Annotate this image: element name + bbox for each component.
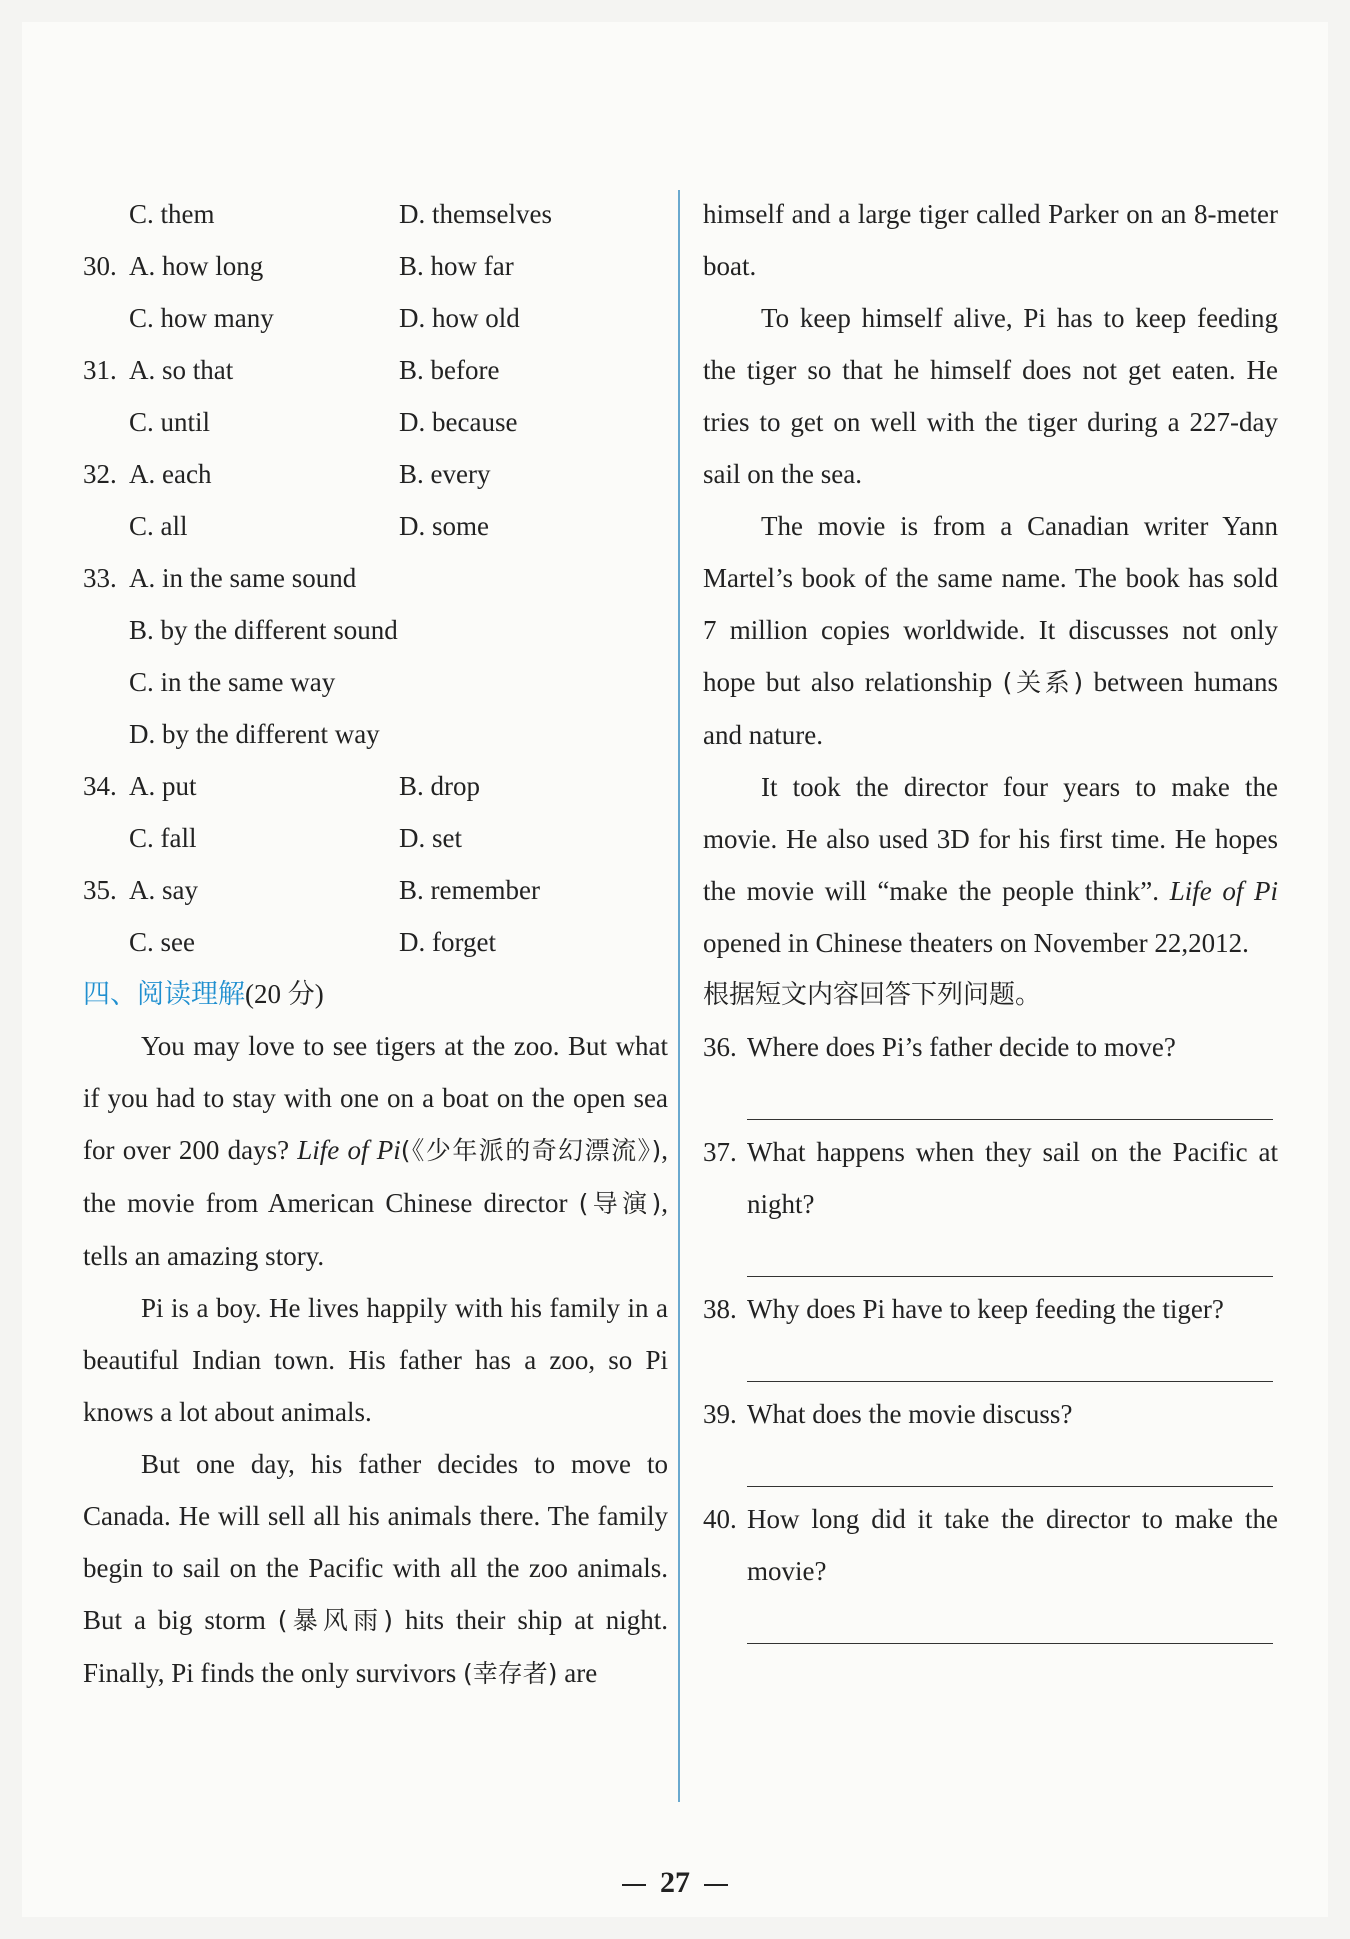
option-choice: A. each <box>129 459 212 489</box>
option-row <box>83 708 668 760</box>
question-text: Where does Pi’s father decide to move? <box>747 1032 1176 1062</box>
option-choice: A. how long <box>129 251 264 281</box>
movie-title: Life of Pi <box>1169 876 1279 906</box>
question-text: What does the movie discuss? <box>747 1399 1073 1429</box>
question-item <box>703 1021 1278 1120</box>
passage-paragraph-1 <box>83 1020 668 1282</box>
passage-paragraph-4: To keep himself alive, Pi has to keep feeding the tiger so that he himself does not get eaten. He tries to get on well with the tiger during a 227-day sail on the sea. <box>703 303 1278 489</box>
passage-paragraph-3-continued: himself and a large tiger called Parker on an 8-meter boat. <box>703 199 1278 281</box>
answer-line[interactable] <box>747 1440 1273 1487</box>
passage-text: between humans and nature. <box>703 667 1278 750</box>
options-list <box>83 188 668 968</box>
question-list <box>703 1021 1278 1644</box>
option-row <box>83 188 668 240</box>
option-choice: B. by the different sound <box>129 615 398 645</box>
movie-title: Life of Pi <box>297 1135 401 1165</box>
option-row <box>83 604 668 656</box>
option-choice: D. by the different way <box>129 719 380 749</box>
question-number: 34. <box>83 771 117 801</box>
section-title: 四、阅读理解 <box>83 979 245 1009</box>
option-choice: A. so that <box>129 355 234 385</box>
question-number: 40. <box>703 1504 737 1534</box>
option-choice: D. forget <box>399 927 496 957</box>
question-number: 32. <box>83 459 117 489</box>
question-number: 39. <box>703 1399 737 1429</box>
passage-text: hits their ship at night. Finally, Pi finds the only survivors <box>83 1605 668 1688</box>
answer-line[interactable] <box>747 1230 1273 1277</box>
question-number: 38. <box>703 1294 737 1324</box>
option-row <box>83 864 668 916</box>
question-number: 31. <box>83 355 117 385</box>
passage-paragraph-2: Pi is a boy. He lives happily with his family in a beautiful Indian town. His father has a zoo, so Pi knows a lot about animals. <box>83 1293 668 1427</box>
option-row <box>83 448 668 500</box>
option-choice: A. say <box>129 875 198 905</box>
chinese-gloss: (幸存者) <box>463 1659 558 1688</box>
section-score: (20 分) <box>245 979 324 1009</box>
chinese-gloss: (导演) <box>578 1189 662 1218</box>
passage-paragraph-5 <box>703 500 1278 761</box>
passage-paragraph-6 <box>703 761 1278 969</box>
instruction: 根据短文内容回答下列问题。 <box>703 980 1042 1010</box>
question-number: 35. <box>83 875 117 905</box>
option-row <box>83 396 668 448</box>
option-row <box>83 500 668 552</box>
question-number: 33. <box>83 563 117 593</box>
passage-text: , tells an amazing story. <box>83 1188 668 1271</box>
question-item <box>703 1493 1278 1644</box>
option-choice: D. themselves <box>399 199 552 229</box>
passage-text: opened in Chinese theaters on November 22,2012. <box>703 928 1249 958</box>
chinese-gloss: (暴风雨) <box>277 1606 394 1635</box>
answer-line[interactable] <box>747 1597 1273 1644</box>
chinese-gloss: (关系) <box>1002 668 1084 697</box>
question-text-block <box>703 1388 1278 1440</box>
option-choice: A. in the same sound <box>129 563 357 593</box>
option-choice: D. how old <box>399 303 520 333</box>
option-row <box>83 760 668 812</box>
section-heading <box>83 968 668 1020</box>
question-text: What happens when they sail on the Pacific at night? <box>747 1137 1278 1219</box>
option-row <box>83 916 668 968</box>
passage-paragraph-3 <box>83 1438 668 1700</box>
option-choice: A. put <box>129 771 197 801</box>
answer-line[interactable] <box>747 1335 1273 1382</box>
option-row <box>83 812 668 864</box>
option-choice: D. because <box>399 407 518 437</box>
passage-text: But one day, his father decides to move to Canada. He will sell all his animals there. The family begin to sail on the Pacific with all the zoo animals. But a big storm <box>83 1449 668 1635</box>
option-row <box>83 344 668 396</box>
option-choice: C. them <box>129 199 215 229</box>
dash-left <box>622 1884 646 1886</box>
page-number <box>0 1866 1350 1900</box>
passage-text: You may love to see tigers at the zoo. But what if you had to stay with one on a boat on the open sea for over 200 days? <box>83 1031 668 1165</box>
option-choice: C. how many <box>129 303 274 333</box>
question-text-block <box>703 1493 1278 1597</box>
option-choice: C. all <box>129 511 188 541</box>
option-choice: B. every <box>399 459 491 489</box>
option-choice: B. drop <box>399 771 480 801</box>
passage-text: are <box>557 1658 598 1688</box>
option-row <box>83 240 668 292</box>
option-choice: B. how far <box>399 251 514 281</box>
option-choice: B. before <box>399 355 500 385</box>
option-choice: C. fall <box>129 823 197 853</box>
question-number: 36. <box>703 1032 737 1062</box>
option-choice: D. set <box>399 823 462 853</box>
dash-right <box>704 1884 728 1886</box>
option-row <box>83 552 668 604</box>
question-text: Why does Pi have to keep feeding the tiger? <box>747 1294 1224 1324</box>
question-number: 37. <box>703 1137 737 1167</box>
passage-text: , the movie from American Chinese director <box>83 1135 669 1218</box>
question-item <box>703 1126 1278 1277</box>
passage-text: It took the director four years to make the movie. He also used 3D for his first time. He hopes the movie will “make the people think”. <box>703 772 1278 906</box>
question-text-block <box>703 1126 1278 1230</box>
passage-text: The movie is from a Canadian writer Yann Martel’s book of the same name. The book has sold 7 million copies worldwide. It discusses not only hope but also relationship <box>703 511 1278 697</box>
option-row <box>83 292 668 344</box>
question-text: How long did it take the director to make the movie? <box>747 1504 1278 1586</box>
question-number: 30. <box>83 251 117 281</box>
answer-line[interactable] <box>747 1073 1273 1120</box>
left-column <box>83 188 668 1700</box>
question-item <box>703 1388 1278 1487</box>
question-text-block <box>703 1021 1278 1073</box>
question-text-block <box>703 1283 1278 1335</box>
question-item <box>703 1283 1278 1382</box>
option-choice: C. until <box>129 407 211 437</box>
column-divider <box>678 190 680 1802</box>
right-column <box>703 188 1278 1650</box>
option-choice: C. in the same way <box>129 667 336 697</box>
page-number-text: 27 <box>660 1866 690 1899</box>
option-row <box>83 656 668 708</box>
option-choice: C. see <box>129 927 195 957</box>
option-choice: D. some <box>399 511 489 541</box>
option-choice: B. remember <box>399 875 540 905</box>
chinese-gloss: (《少年派的奇幻漂流》) <box>400 1136 662 1165</box>
